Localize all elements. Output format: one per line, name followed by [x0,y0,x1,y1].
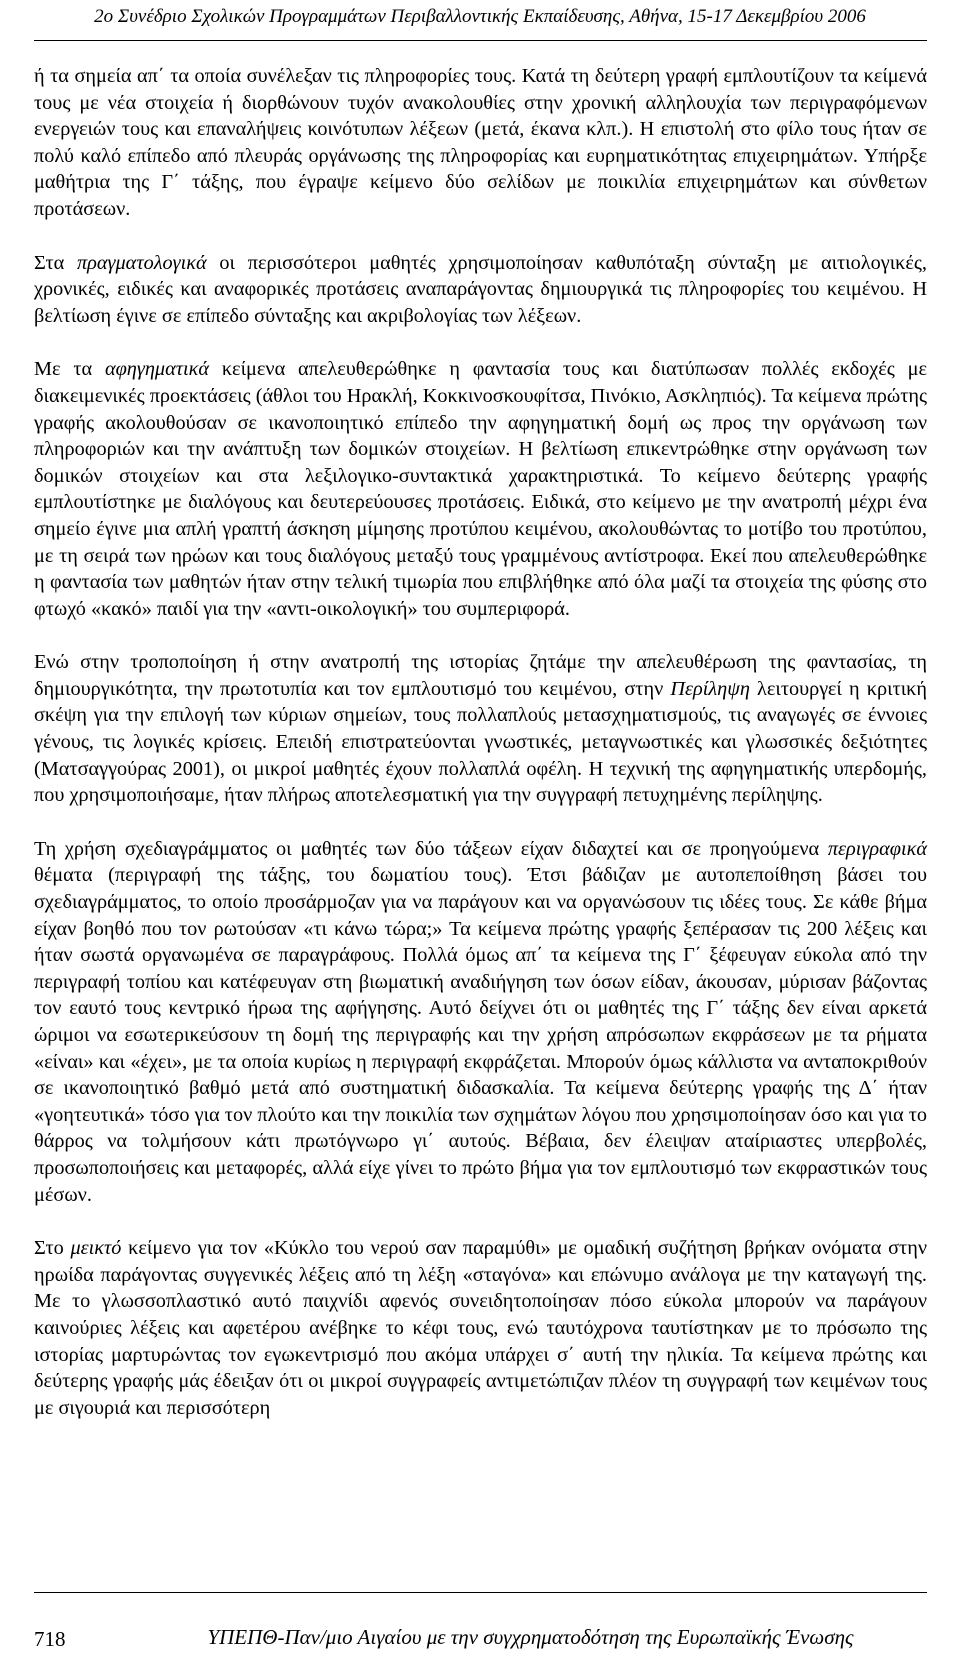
page-footer [34,1617,927,1649]
footer-divider [34,1592,927,1593]
text-run: κείμενα απελευθερώθηκε η φαντασία τους και διατύπωσαν πολλές εκδοχές με διακειμενικές προεκτάσεις (άθλοι του Ηρακλή, Κοκκινοσκουφίτσα, Πινόκιο, Ασκληπιός). Τα κείμενα πρώτης γραφής ακολουθούσαν σε ικανοποιητικό επίπεδο την αφηγηματική δομή ως προς την οργάνωση των πληροφοριών και την ανάπτυξη των δομικών στοιχείων. Η βελτίωση επικεντρώθηκε στην οργάνωση των δομικών στοιχείων και στα λεξιλογικο-συντακτικά χαρακτηριστικά. Το κείμενο δεύτερης γραφής εμπλουτίστηκε με διαλόγους και δευτερεύουσες προτάσεις. Ειδικά, στο κείμενο με την ανατροπή μέχρι ένα σημείο έγινε μια απλή γραπτή άσκηση μίμησης προτύπου κειμένου, ακολουθώντας το μοτίβο του προτύπου, με τη σειρά των ηρώων και τους διαλόγους μεταξύ τους γραμμένους αντίστροφα. Εκεί που απελευθερώθηκε η φαντασία των μαθητών ήταν στην τελική τιμωρία που επιβλήθηκε από όλα μαζί τα στοιχεία της φύσης στο φτωχό «κακό» παιδί για την «αντι-οικολογική» του συμπεριφορά. [34,358,928,620]
emphasis-narrative: αφηγηματικά [104,358,210,381]
text-run: Στο [34,1237,71,1260]
page-body [34,63,927,1421]
header-divider [34,40,927,41]
text-run: Στα [34,251,77,274]
paragraph-descriptive-texts [34,836,927,1208]
paragraph-narrative-texts [34,356,927,622]
page-number: 718 [34,1627,66,1651]
emphasis-descriptive: περιγραφικά [827,837,927,860]
emphasis-mixed: μεικτό [70,1237,122,1260]
paragraph-letter-results: ή τα σημεία απ΄ τα οποία συνέλεξαν τις πληροφορίες τους. Κατά τη δεύτερη γραφή εμπλουτίζουν τα κείμενά τους με νέα στοιχεία ή διορθώνουν τυχόν ανακολουθίες στην χρονική αλληλουχία των περιγραφόμενων ενεργειών τους και επαναλήψεις κοινότυπων λέξεων (μετά, έκανα κλπ.). Η επιστολή στο φίλο τους ήταν σε πολύ καλό επίπεδο από πλευράς οργάνωσης της πληροφορίας και ευρηματικότητας επιχειρημάτων. Υπήρξε μαθήτρια της Γ΄ τάξης, που έγραψε κείμενο δύο σελίδων με ποικιλία επιχειρημάτων και σύνθετων προτάσεων. [34,65,927,220]
funding-note: ΥΠΕΠΘ-Παν/μιο Αιγαίου με την συγχρηματοδότηση της Ευρωπαϊκής Ένωσης [207,1625,854,1649]
emphasis-summary: Περίληψη [670,677,750,700]
emphasis-factual: πραγματολογικά [76,251,207,274]
running-header: 2ο Συνέδριο Σχολικών Προγραμμάτων Περιβαλλοντικής Εκπαίδευσης, Αθήνα, 15-17 Δεκεμβρίου 2006 [94,6,866,27]
paragraph-summary [34,649,927,809]
text-run: λειτουργεί η κριτική σκέψη για την επιλογή των κύριων σημείων, τους πολλαπλούς μετασχηματισμούς, τις αναγωγές σε έννοιες γένους, τις λογικές κρίσεις. Επειδή επιστρατεύονται γνωστικές, μεταγνωστικές και γλωσσικές δεξιότητες (Ματσαγγούρας 2001), οι μικροί μαθητές έχουν πολλαπλά οφέλη. Η τεχνική της αφηγηματικής υπερδομής, που χρησιμοποιήσαμε, ήταν πλήρως αποτελεσματική για την συγγραφή πετυχημένης περίληψης. [34,677,927,807]
text-run: θέματα (περιγραφή της τάξης, του δωματίου τους). Έτσι βάδιζαν με αυτοπεποίθηση βάσει του σχεδιαγράμματος, το οποίο προσάρμοζαν για να παράγουν και να οργανώσουν τις ιδέες τους. Σε κάθε βήμα είχαν βοηθό που τον ρωτούσαν «τι κάνω τώρα;» Τα κείμενα πρώτης γραφής ξεπέρασαν τις 200 λέξεις και ήταν σωστά οργανωμένα σε παραγράφους. Πολλά όμως απ΄ τα κείμενα της Γ΄ ξέφευγαν εύκολα από την περιγραφή τοπίου και κατέφευγαν στη βιωματική αναδιήγηση των όσων είδαν, άκουσαν, μύρισαν βάζοντας τον εαυτό τους κεντρικό ήρωα της αφήγησης. Αυτό δείχνει ότι οι μαθητές της Γ΄ τάξης δεν είναι αρκετά ώριμοι να εσωτερικεύσουν τη δομή της περιγραφής και την χρήση απρόσωπων εκφράσεων με τα ρήματα «είναι» και «έχει», με τα οποία κυρίως η περιγραφή εκφράζεται. Μπορούν όμως κάλλιστα να ανταποκριθούν σε ικανοποιητικό βαθμό μετά από συστηματική διδασκαλία. Τα κείμενα δεύτερης γραφής της Δ΄ ήταν «γοητευτικά» τόσο για τον πλούτο και την ποικιλία των σχημάτων λόγου που χρησιμοποίησαν όσο και για το θάρρος να τολμήσουν κάτι πρωτόγνωρο γι΄ αυτούς. Βέβαια, δεν έλειψαν αταίριαστες υπερβολές, προσωποποιήσεις και μεταφορές, αλλά είχε γίνει το πρώτο βήμα για τον εμπλουτισμό των εκφραστικών τους μέσων. [34,864,927,1206]
paragraph-factual-texts [34,250,927,330]
text-run: κείμενο για τον «Κύκλο του νερού σαν παραμύθι» με ομαδική συζήτηση βρήκαν ονόματα στην ηρωίδα παράγοντας συγγενικές λέξεις από τη λέξη «σταγόνα» και επώνυμο ανάλογα με την καταγωγή της. Με το γλωσσοπλαστικό αυτό παιχνίδι αφενός συνειδητοποίησαν πόσο εύκολα μπορούν να παράγουν καινούριες λέξεις και αφετέρου ανέβηκε το κέφι τους, ενώ ταυτόχρονα ταυτίστηκαν με το πρόσωπο της ιστορίας μαρτυρώντας τον εγωκεντρισμό που ακόμα υπάρχει σ΄ αυτή την ηλικία. Τα κείμενα πρώτης και δεύτερης γραφής μάς έδειξαν ότι οι μικροί συγγραφείς αντιμετώπιζαν πλέον τη συγγραφή των κειμένων τους με σιγουριά και περισσότερη [34,1237,927,1419]
text-run: Τη χρήση σχεδιαγράμματος οι μαθητές των δύο τάξεων είχαν διδαχτεί και σε προηγούμενα [34,837,828,860]
text-run: Ενώ στην τροποποίηση ή στην ανατροπή της ιστορίας ζητάμε την απελευθέρωση της φαντασίας, τη δημιουργικότητα, την πρωτοτυπία και τον εμπλουτισμό του κειμένου, στην [34,651,927,700]
text-run: οι περισσότεροι μαθητές χρησιμοποίησαν καθυπόταξη σύνταξη με αιτιολογικές, χρονικές, ειδικές και αναφορικές προτάσεις αναπαράγοντας δημιουργικά τις πληροφορίες του κειμένου. Η βελτίωση έγινε σε επίπεδο σύνταξης και ακριβολογίας των λέξεων. [34,251,927,327]
paragraph-mixed-texts [34,1235,927,1421]
text-run: Με τα [34,358,105,381]
